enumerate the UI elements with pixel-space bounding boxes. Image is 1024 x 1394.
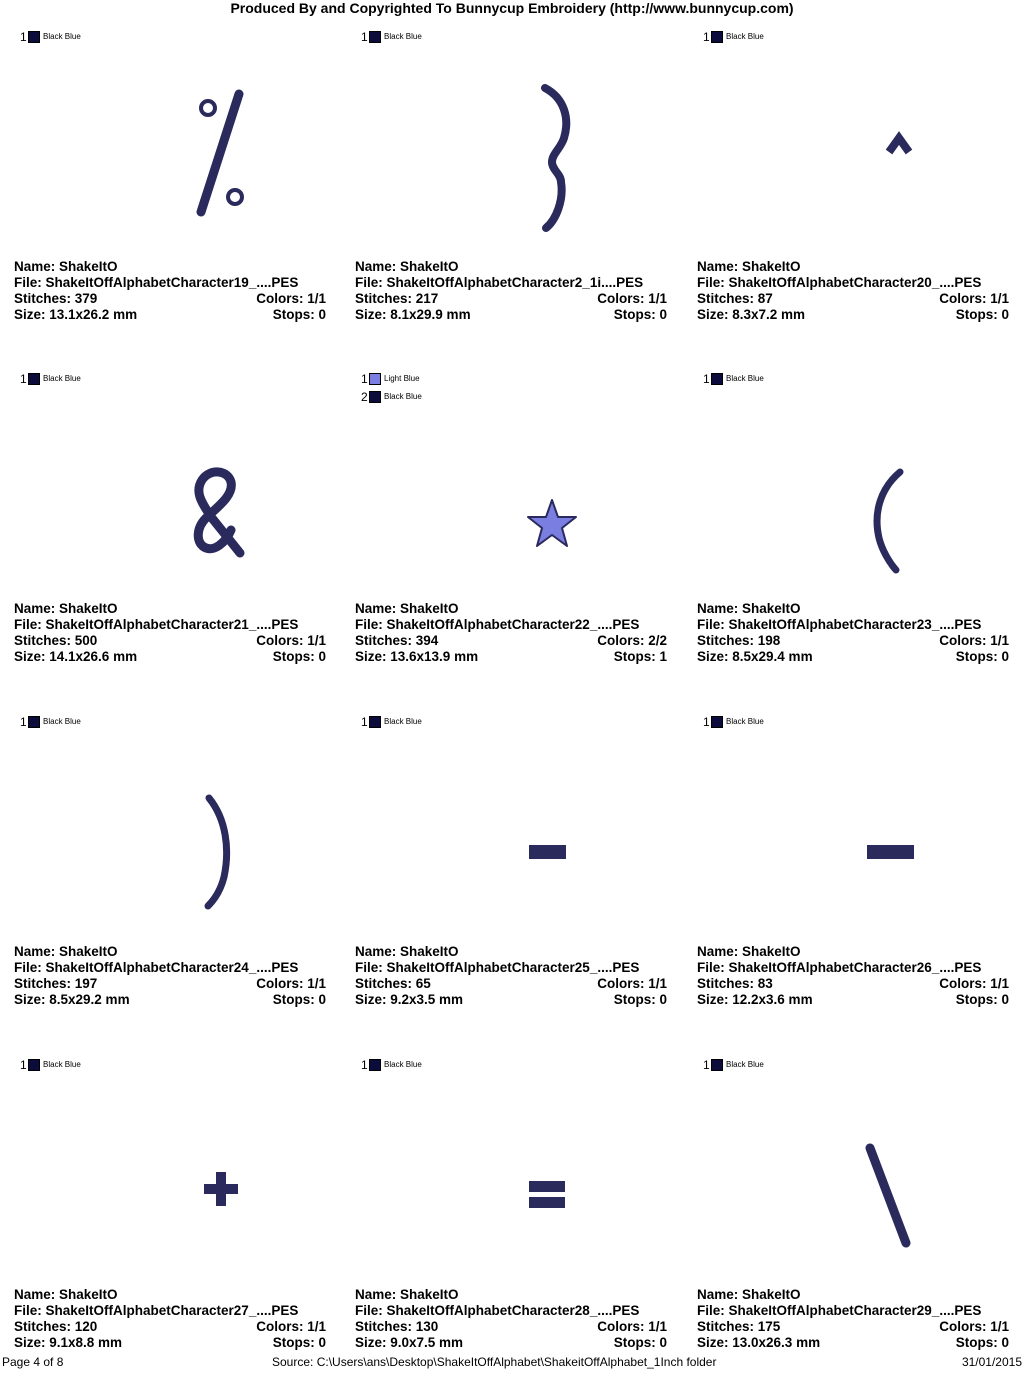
stop-count: Stops: 0	[955, 1335, 1009, 1350]
design-size: Size: 9.1x8.8 mm	[14, 1335, 123, 1350]
design-size: Size: 13.1x26.2 mm	[14, 307, 138, 322]
design-size: Size: 12.2x3.6 mm	[697, 992, 813, 1007]
legend-entry	[361, 388, 422, 406]
design-name: Name: ShakeItO	[355, 601, 459, 616]
ampersand-icon	[100, 406, 340, 586]
design-size: Size: 13.6x13.9 mm	[355, 649, 479, 664]
left-paren-icon	[783, 406, 1023, 586]
color-number: 1	[703, 715, 710, 729]
color-number: 1	[703, 30, 710, 44]
design-card	[0, 1052, 341, 1394]
legend-entry	[361, 370, 422, 388]
color-count: Colors: 1/1	[256, 1319, 326, 1334]
design-info	[355, 1287, 667, 1351]
design-name: Name: ShakeItO	[14, 1287, 118, 1302]
design-card	[683, 709, 1024, 1051]
stop-count: Stops: 1	[613, 649, 667, 664]
design-info	[14, 944, 326, 1008]
page-number: Page 4 of 8	[2, 1355, 64, 1369]
legend-entry	[361, 1056, 422, 1074]
design-card	[341, 1052, 682, 1394]
page-footer	[0, 1354, 1024, 1370]
design-file: File: ShakeItOffAlphabetCharacter22_....PES	[355, 617, 640, 632]
color-swatch	[369, 391, 381, 403]
stitch-count: Stitches: 197	[14, 976, 98, 991]
color-legend	[361, 1056, 422, 1074]
design-file: File: ShakeItOffAlphabetCharacter19_....PES	[14, 275, 299, 290]
design-card	[341, 709, 682, 1051]
color-swatch	[369, 31, 381, 43]
stop-count: Stops: 0	[613, 992, 667, 1007]
stitch-count: Stitches: 87	[697, 291, 773, 306]
stop-count: Stops: 0	[955, 649, 1009, 664]
color-swatch	[28, 373, 40, 385]
percent-icon	[100, 64, 340, 244]
stop-count: Stops: 0	[272, 649, 326, 664]
color-swatch	[369, 716, 381, 728]
design-file: File: ShakeItOffAlphabetCharacter25_....PES	[355, 960, 640, 975]
color-name: Black Blue	[384, 717, 422, 726]
stitch-count: Stitches: 130	[355, 1319, 439, 1334]
stitch-count: Stitches: 65	[355, 976, 431, 991]
design-size: Size: 13.0x26.3 mm	[697, 1335, 821, 1350]
color-name: Black Blue	[726, 374, 764, 383]
hyphen-icon	[441, 749, 681, 929]
design-name: Name: ShakeItO	[697, 1287, 801, 1302]
color-name: Black Blue	[43, 32, 81, 41]
legend-entry	[703, 370, 764, 388]
design-info	[14, 259, 326, 323]
design-name: Name: ShakeItO	[355, 944, 459, 959]
color-count: Colors: 1/1	[597, 1319, 667, 1334]
legend-entry	[20, 713, 81, 731]
color-legend	[20, 28, 81, 46]
design-size: Size: 14.1x26.6 mm	[14, 649, 138, 664]
design-size: Size: 8.1x29.9 mm	[355, 307, 471, 322]
color-swatch	[711, 716, 723, 728]
design-file: File: ShakeItOffAlphabetCharacter20_....PES	[697, 275, 982, 290]
right-brace-icon	[441, 64, 681, 244]
design-card	[341, 24, 682, 366]
color-name: Black Blue	[726, 32, 764, 41]
design-size: Size: 8.5x29.2 mm	[14, 992, 130, 1007]
design-card	[0, 366, 341, 708]
design-card	[683, 366, 1024, 708]
color-name: Light Blue	[384, 374, 420, 383]
legend-entry	[703, 713, 764, 731]
color-legend	[20, 370, 81, 388]
color-legend	[20, 1056, 81, 1074]
color-legend	[361, 28, 422, 46]
stitch-count: Stitches: 198	[697, 633, 781, 648]
plus-icon	[100, 1092, 340, 1272]
color-legend	[703, 713, 764, 731]
color-swatch	[369, 1059, 381, 1071]
stitch-count: Stitches: 83	[697, 976, 773, 991]
color-swatch	[711, 31, 723, 43]
legend-entry	[361, 28, 422, 46]
design-info	[697, 944, 1009, 1008]
design-size: Size: 9.2x3.5 mm	[355, 992, 464, 1007]
design-info	[697, 601, 1009, 665]
color-name: Black Blue	[43, 1060, 81, 1069]
design-name: Name: ShakeItO	[355, 259, 459, 274]
color-number: 1	[20, 30, 27, 44]
color-number: 1	[20, 715, 27, 729]
design-file: File: ShakeItOffAlphabetCharacter23_....PES	[697, 617, 982, 632]
design-file: File: ShakeItOffAlphabetCharacter24_....PES	[14, 960, 299, 975]
design-size: Size: 8.5x29.4 mm	[697, 649, 813, 664]
color-name: Black Blue	[384, 1060, 422, 1069]
stop-count: Stops: 0	[272, 307, 326, 322]
stitch-count: Stitches: 120	[14, 1319, 98, 1334]
design-name: Name: ShakeItO	[697, 944, 801, 959]
design-name: Name: ShakeItO	[697, 259, 801, 274]
design-info	[355, 259, 667, 323]
design-file: File: ShakeItOffAlphabetCharacter29_....PES	[697, 1303, 982, 1318]
color-name: Black Blue	[43, 374, 81, 383]
design-size: Size: 9.0x7.5 mm	[355, 1335, 464, 1350]
color-count: Colors: 2/2	[597, 633, 667, 648]
design-name: Name: ShakeItO	[14, 944, 118, 959]
backslash-icon	[783, 1092, 1023, 1272]
color-swatch	[28, 716, 40, 728]
design-info	[14, 1287, 326, 1351]
design-card	[683, 24, 1024, 366]
color-number: 1	[361, 30, 368, 44]
legend-entry	[703, 1056, 764, 1074]
stop-count: Stops: 0	[955, 992, 1009, 1007]
stop-count: Stops: 0	[272, 1335, 326, 1350]
design-info	[697, 259, 1009, 323]
stop-count: Stops: 0	[613, 307, 667, 322]
color-number: 1	[361, 715, 368, 729]
stitch-count: Stitches: 379	[14, 291, 98, 306]
design-info	[14, 601, 326, 665]
legend-entry	[361, 713, 422, 731]
star-icon	[441, 406, 681, 586]
color-number: 1	[703, 372, 710, 386]
stitch-count: Stitches: 394	[355, 633, 439, 648]
dash-icon	[783, 749, 1023, 929]
legend-entry	[20, 28, 81, 46]
design-name: Name: ShakeItO	[14, 259, 118, 274]
design-size: Size: 8.3x7.2 mm	[697, 307, 806, 322]
stop-count: Stops: 0	[955, 307, 1009, 322]
color-number: 1	[361, 372, 368, 386]
color-name: Black Blue	[384, 32, 422, 41]
design-card	[0, 709, 341, 1051]
color-name: Black Blue	[43, 717, 81, 726]
color-swatch	[711, 1059, 723, 1071]
color-name: Black Blue	[726, 1060, 764, 1069]
stop-count: Stops: 0	[272, 992, 326, 1007]
color-count: Colors: 1/1	[256, 976, 326, 991]
design-info	[355, 601, 667, 665]
color-count: Colors: 1/1	[939, 1319, 1009, 1334]
color-swatch	[369, 373, 381, 385]
color-legend	[703, 370, 764, 388]
color-count: Colors: 1/1	[939, 291, 1009, 306]
color-number: 1	[20, 1058, 27, 1072]
color-count: Colors: 1/1	[939, 633, 1009, 648]
design-file: File: ShakeItOffAlphabetCharacter28_....PES	[355, 1303, 640, 1318]
design-name: Name: ShakeItO	[697, 601, 801, 616]
color-number: 1	[361, 1058, 368, 1072]
right-paren-icon	[100, 749, 340, 929]
design-file: File: ShakeItOffAlphabetCharacter27_....PES	[14, 1303, 299, 1318]
design-info	[697, 1287, 1009, 1351]
color-legend	[703, 1056, 764, 1074]
color-number: 2	[361, 390, 368, 404]
color-count: Colors: 1/1	[256, 291, 326, 306]
design-file: File: ShakeItOffAlphabetCharacter21_....PES	[14, 617, 299, 632]
stop-count: Stops: 0	[613, 1335, 667, 1350]
color-count: Colors: 1/1	[939, 976, 1009, 991]
color-number: 1	[20, 372, 27, 386]
legend-entry	[20, 1056, 81, 1074]
design-name: Name: ShakeItO	[355, 1287, 459, 1302]
print-date: 31/01/2015	[961, 1355, 1022, 1369]
color-name: Black Blue	[726, 717, 764, 726]
color-legend	[20, 713, 81, 731]
design-file: File: ShakeItOffAlphabetCharacter26_....PES	[697, 960, 982, 975]
stitch-count: Stitches: 175	[697, 1319, 781, 1334]
design-card	[341, 366, 682, 708]
color-count: Colors: 1/1	[597, 976, 667, 991]
color-swatch	[28, 31, 40, 43]
design-name: Name: ShakeItO	[14, 601, 118, 616]
color-number: 1	[703, 1058, 710, 1072]
caret-icon	[783, 64, 1023, 244]
legend-entry	[20, 370, 81, 388]
equals-icon	[441, 1092, 681, 1272]
color-count: Colors: 1/1	[256, 633, 326, 648]
color-swatch	[711, 373, 723, 385]
color-swatch	[28, 1059, 40, 1071]
stitch-count: Stitches: 217	[355, 291, 439, 306]
design-info	[355, 944, 667, 1008]
color-legend	[361, 370, 422, 406]
design-card	[0, 24, 341, 366]
color-count: Colors: 1/1	[597, 291, 667, 306]
design-file: File: ShakeItOffAlphabetCharacter2_1i....PES	[355, 275, 644, 290]
color-legend	[703, 28, 764, 46]
design-card	[683, 1052, 1024, 1394]
legend-entry	[703, 28, 764, 46]
color-name: Black Blue	[384, 392, 422, 401]
source-path: Source: C:\Users\ans\Desktop\ShakeItOffAlphabet\ShakeitOffAlphabet_1Inch folder	[272, 1355, 717, 1369]
color-legend	[361, 713, 422, 731]
page-header: Produced By and Copyrighted To Bunnycup Embroidery (http://www.bunnycup.com)	[230, 0, 794, 16]
stitch-count: Stitches: 500	[14, 633, 98, 648]
